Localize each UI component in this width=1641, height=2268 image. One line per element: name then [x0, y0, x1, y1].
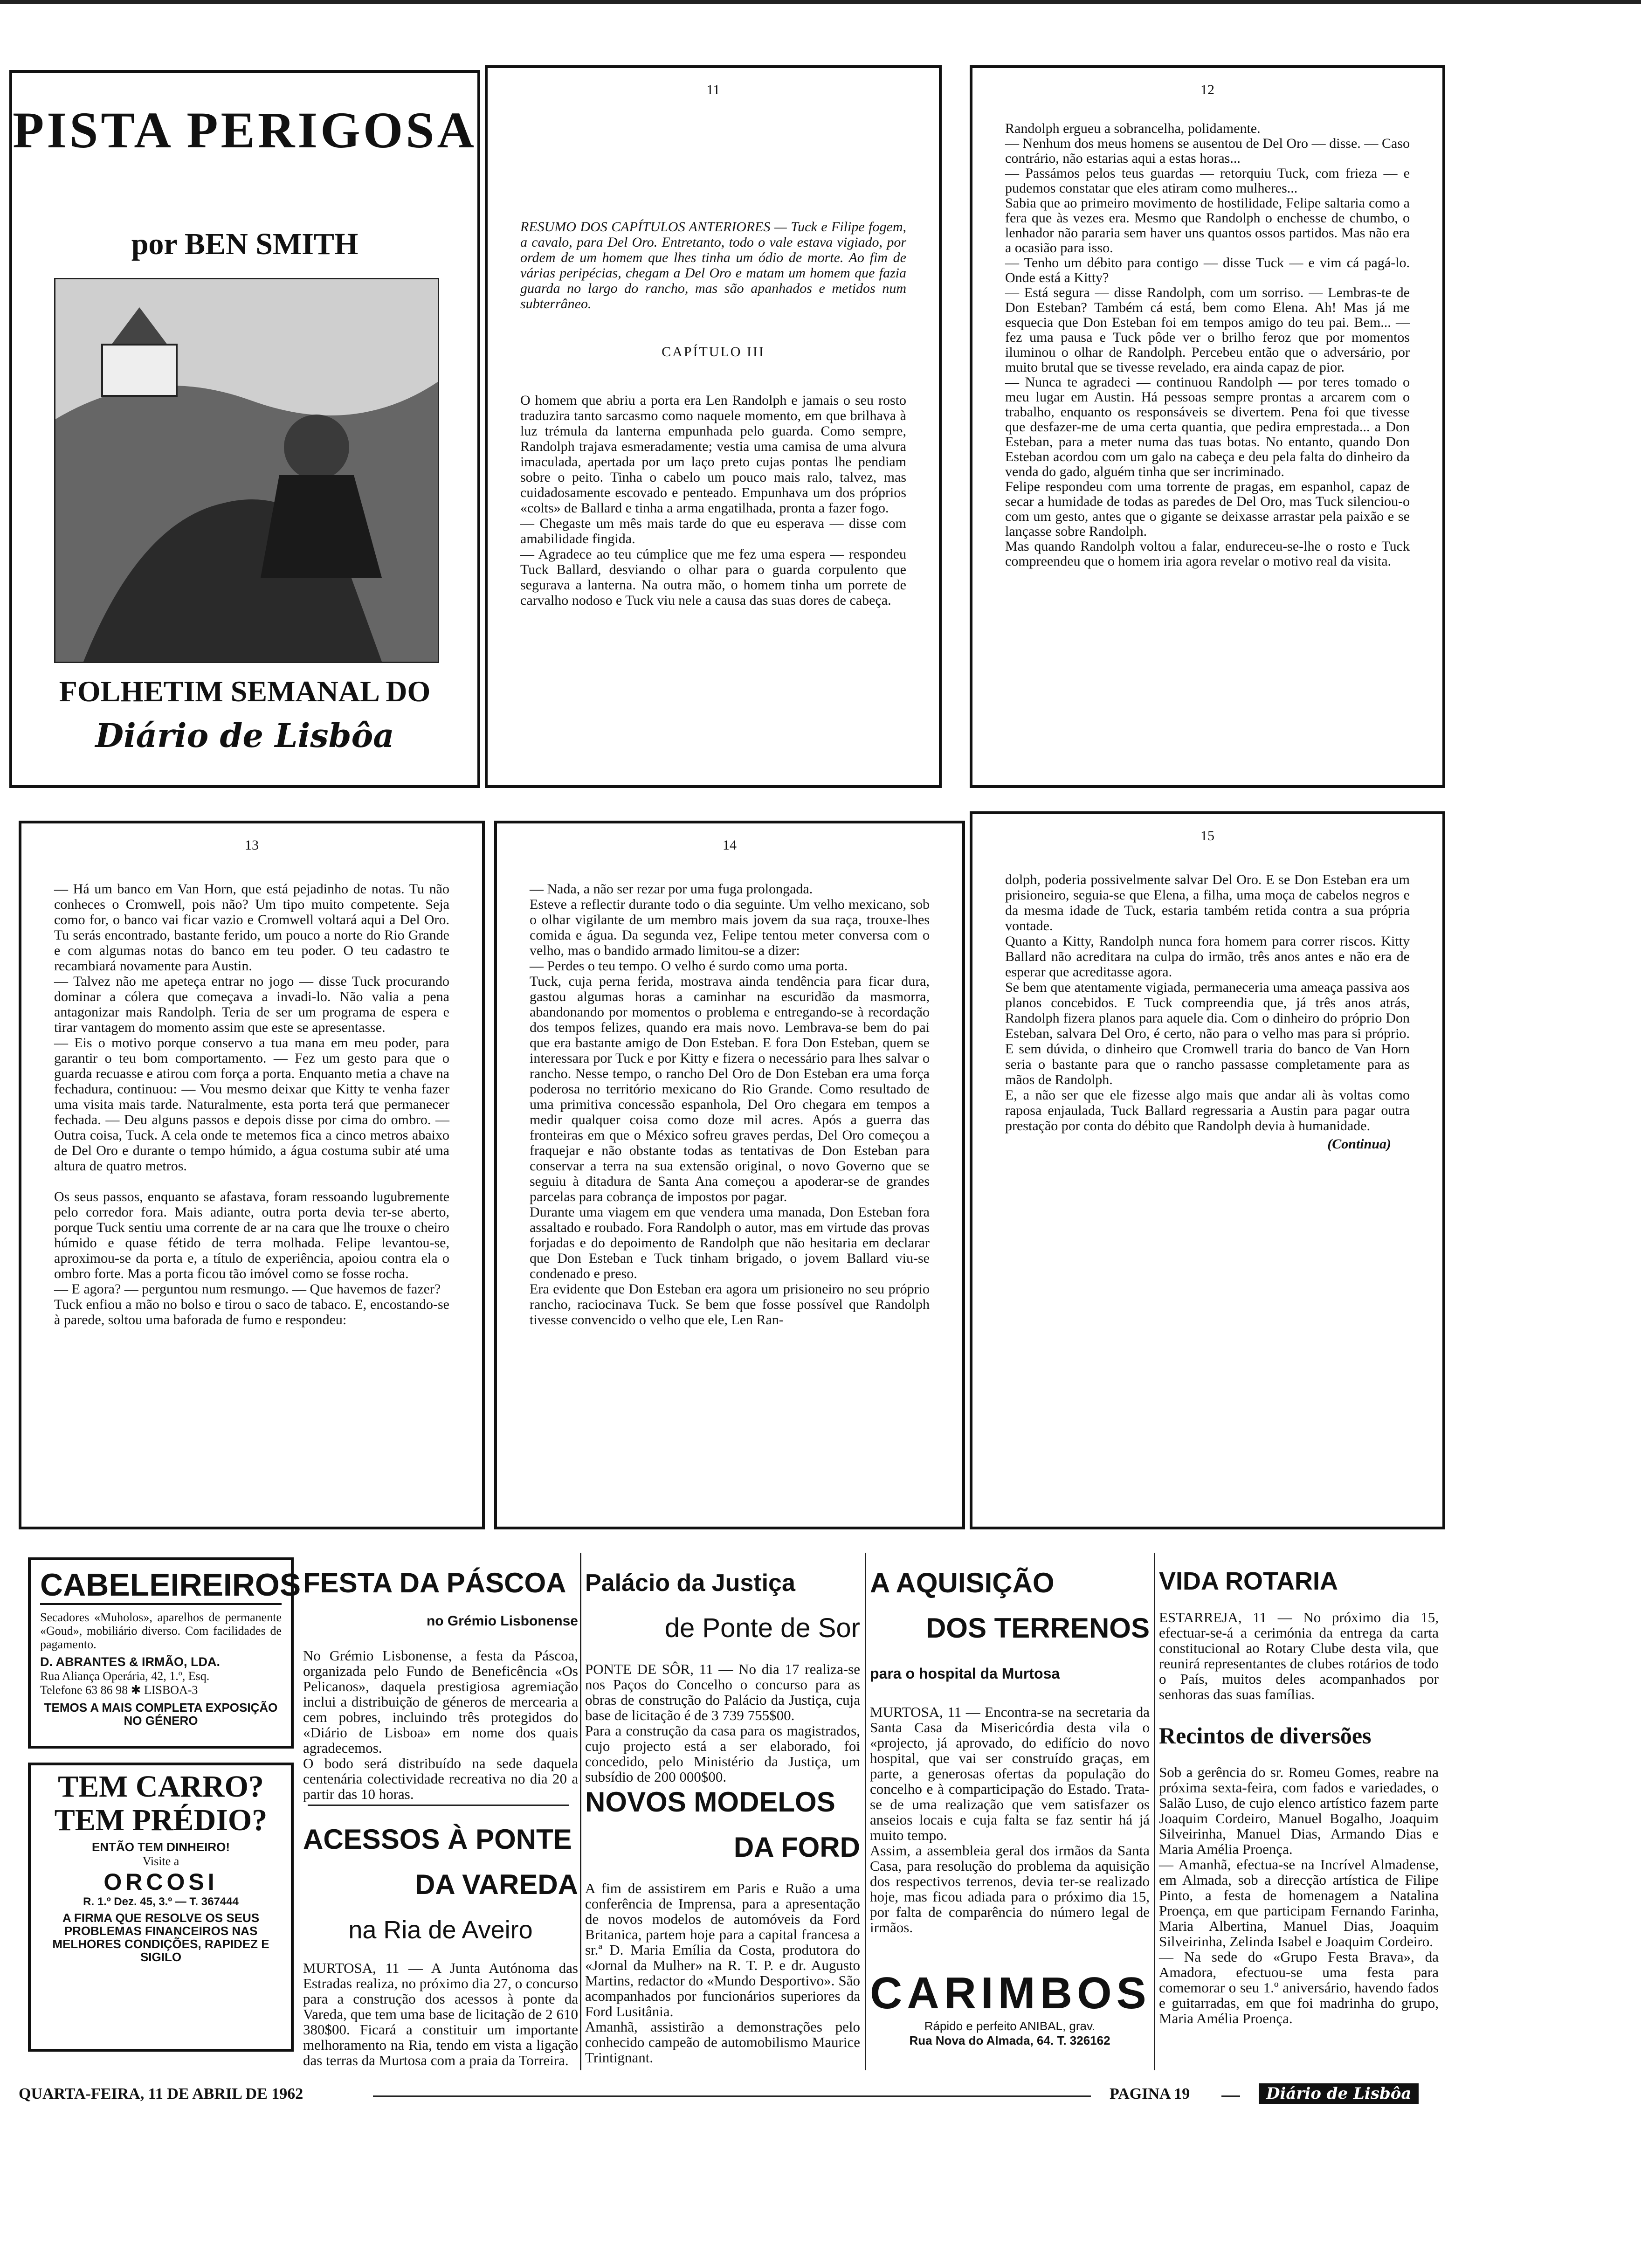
- ad-orcosi-address: R. 1.º Dez. 45, 3.º — T. 367444: [83, 1895, 239, 1908]
- news-rotaria: [1159, 1553, 1439, 1717]
- news-palacio: [585, 1553, 860, 1800]
- cover-masthead: Diário de Lisbôa: [95, 716, 394, 755]
- news-palacio-title: Palácio da Justiça: [585, 1570, 795, 1597]
- news-aquisicao-title1: A AQUISIÇÃO: [870, 1567, 1055, 1598]
- ad-orcosi-line2: Visite a: [142, 1854, 179, 1868]
- ad-cabeleireiros-title: CABELEIREIROS: [40, 1567, 282, 1605]
- page-footer: [19, 2085, 1455, 2113]
- ad-cabeleireiros-tagline: TEMOS A MAIS COMPLETA EXPOSIÇÃO NO GÉNERO: [44, 1701, 278, 1728]
- divider-line: [308, 1805, 569, 1806]
- page-12-text: Randolph ergueu a sobrancelha, polidamente. — Nenhum dos meus homens se ausentou de Del Oro — disse. — Caso contrário, não estarias aqui a estas horas... — Passámos pelos teus guardas — retorquiu Tuck, com frieza — e pudemos constatar que eles atiram como mulheres... Sabia que ao primeiro movimento de hostilidade, Felipe saltaria como a fera que às vezes era. Mesmo que Randolph o enchesse de chumbo, o lenhador não pararia sem haver uns quantos ossos partidos. Mas não era a ocasião para isso. — Tenho um débito para contigo — disse Tuck — e vim cá pagá-lo. Onde está a Kitty? — Está segura — disse Randolph, com um sorriso. — Lembras-te de Don Esteban? Também cá está, bem como Elena. Ah! Mas já me esquecia que Don Esteban foi em tempos amigo do teu pai. Bem... — fez uma pausa e Tuck pôde ver o brilho feroz que por momentos iluminou o olhar de Randolph. Percebeu então que o adversário, por muito brutal que se tivesse revelado, era ainda capaz de pior. — Nunca te agradeci — continuou Randolph — por teres tomado o meu lugar em Austin. Há pessoas sempre prontas a arcarem com o trabalho, enquanto os responsáveis se divertem. Pena foi que tivesse que desfazer-me de uma certa quantia, que pedira emprestada... a Don Esteban, para a meter numa das tuas botas. No entanto, quando Don Esteban acordou com um galo na cabeça e deu pela falta do dinheiro da venda do gado, alguém tinha que ser incriminado. Felipe respondeu com uma torrente de pragas, em espanhol, capaz de secar a humidade de todas as paredes de Del Oro, mas Tuck silenciou-o com um gesto, antes que o gigante se deixasse arrastar pela paixão e se lançasse sobre Randolph. Mas quando Randolph voltou a falar, endureceu-se-lhe o rosto e Tuck compreendeu que o homem iria agora revelar o motivo real da visita.: [1005, 121, 1410, 569]
- page-12-panel: [970, 65, 1445, 788]
- ad-orcosi-body: A FIRMA QUE RESOLVE OS SEUS PROBLEMAS FINANCEIROS NAS MELHORES CONDIÇÕES, RAPIDEZ E SIGILO: [52, 1911, 269, 1964]
- page-11-panel: [485, 65, 942, 788]
- news-aquisicao-sub: para o hospital da Murtosa: [870, 1665, 1060, 1682]
- news-acessos-title1: ACESSOS À PONTE: [303, 1824, 572, 1855]
- news-recintos-text: Sob a gerência do sr. Romeu Gomes, reabre na próxima sexta-feira, com fados e variedades, o Salão Luso, de cujo elenco artístico fazem parte Joaquim Cordeiro, Manuel Bogalho, Joaquim Silveirinha, Manuel Dias, Armando Dias e Maria Amélia Proença. — Amanhã, efectua-se na Incrível Almadense, em Almada, sob a direcção artística de Filipe Pinto, a festa de homenagem a Natalina Proença, em que participam Fernando Farinha, Maria Albertina, Manuel Dias, Joaquim Silveirinha, Zelinda Isabel e Joaquim Cordeiro. — Na sede do «Grupo Festa Brava», da Amadora, efectuou-se uma festa para comemorar o seu 1.º aniversário, havendo fados e guitarradas, em que foi madrinha do grupo, Maria Amélia Proença.: [1159, 1764, 1439, 2026]
- page-13-text: — Há um banco em Van Horn, que está pejadinho de notas. Tu não conheces o Cromwell, pois não? Um tipo muito competente. Seja como for, o banco vai ficar vazio e Cromwell voltará aqui a Del Oro. Tu serás encontrado, bastante ferido, um pouco a norte do Rio Grande e com algumas notas do banco em teu poder. O teu cadastro te recambiará novamente para Austin. — Talvez não me apeteça entrar no jogo — disse Tuck procurando dominar a cólera que começava a invadi-lo. Não valia a pena antagonizar mais Randolph. Teria de ser um programa de espera e tirar vantagem do momento assim que este se apresentasse. — Eis o motivo porque conservo a tua mana em meu poder, para garantir o teu bom comportamento. — Fez um gesto para que o guarda recuasse e atirou com força a porta. Enquanto metia a chave na fechadura, continuou: — Vou mesmo deixar que Kitty te venha fazer uma visita mais tarde. Naturalmente, esta porta terá que permanecer fechada. — Deu alguns passos e depois disse por cima do ombro. — Outra coisa, Tuck. A cela onde te metemos fica a cinco metros abaixo de Del Oro e durante o tempo húmido, a água costuma subir até uma altura de quatro metros. Os seus passos, enquanto se afastava, foram ressoando lugubremente pelo corredor fora. Mais adiante, outra porta devia ter-se aberto, porque Tuck sentiu uma corrente de ar na cara que lhe trouxe o cheiro húmido e quase fétido de terra molhada. Felipe levantou-se, aproximou-se da porta e, a título de experiência, apoiou contra ela o ombro forte. Mas a porta ficou tão imóvel como se fosse rocha. — E agora? — perguntou num resmungo. — Que havemos de fazer? Tuck enfiou a mão no bolso e tirou o saco de tabaco. E, encostando-se à parede, soltou uma baforada de fumo e respondeu:: [54, 881, 449, 1328]
- ad-carimbos-title: CARIMBOS: [870, 1968, 1151, 2018]
- continua-label: (Continua): [1327, 1136, 1391, 1152]
- ad-cabeleireiros-phone: Telefone 63 86 98: [40, 1683, 128, 1697]
- news-acessos: [303, 1809, 578, 2083]
- ad-orcosi-line1: ENTÃO TEM DINHEIRO!: [91, 1840, 230, 1854]
- footer-masthead: Diário de Lisbôa: [1259, 2083, 1419, 2104]
- news-acessos-title2: DA VAREDA: [414, 1869, 578, 1900]
- news-palacio-sub: de Ponte de Sor: [664, 1613, 860, 1643]
- column-rule: [1154, 1553, 1155, 2070]
- news-pascoa-title: FESTA DA PÁSCOA: [303, 1567, 566, 1598]
- ad-cabeleireiros: [28, 1557, 301, 1749]
- ad-cabeleireiros-company: D. ABRANTES & IRMÃO, LDA.: [40, 1655, 220, 1669]
- news-ford: [585, 1772, 860, 2081]
- ad-orcosi-title1: TEM CARRO?: [58, 1770, 264, 1804]
- news-aquisicao-text: MURTOSA, 11 — Encontra-se na secretaria da Santa Casa da Misericórdia desta vila o «projecto, já aprovado, do edifício do novo hospital, que vai ser construído graças, em parte, a generosas ofertas da população do concelho e à comparticipação do Estado. Trata-se de uma realização que vem satisfazer os anseios locais e cuja falta se faz sentir há já muito tempo. Assim, a assembleia geral dos irmãos da Santa Casa, para resolução do problema da aquisição dos respectivos terrenos, devia ter-se realizado hoje, mas ficou adiada para o próximo dia 15, por falta de comparência do número legal de irmãos.: [870, 1704, 1150, 1936]
- ad-cabeleireiros-body: Secadores «Muholos», aparelhos de permanente «Goud», mobiliário diverso. Com facilidades de pagamento.: [40, 1611, 282, 1651]
- ad-orcosi: [28, 1763, 294, 2052]
- column-rule: [865, 1553, 866, 2070]
- news-ford-text: A fim de assistirem em Paris e Ruão a uma conferência de Imprensa, para a apresentação de novos modelos de automóveis da Ford Britanica, partem hoje para a capital francesa a sr.ª D. Maria Emília da Costa, produtora do «Jornal da Mulher» na R. T. P. e dr. Augusto Martins, redactor do «Mundo Desportivo». São acompanhados por funcionários superiores da Ford Lusitânia. Amanhã, assistirão a demonstrações pelo conhecido campeão de automobilismo Maurice Trintignant.: [585, 1880, 860, 2066]
- footer-rule-left: [373, 2095, 1091, 2097]
- page-15-text: dolph, poderia possivelmente salvar Del Oro. E se Don Esteban era um prisioneiro, seguia-se que Elena, a filha, uma moça de cabelos negros e da mesma idade de Tuck, estaria também retida contra a sua própria vontade. Quanto a Kitty, Randolph nunca fora homem para correr riscos. Kitty Ballard não acreditara na culpa do irmão, três anos antes e não era de esperar que acreditasse agora. Se bem que atentamente vigiada, permaneceria uma ameaça passiva aos planos concebidos. E Tuck compreendia que, já três anos atrás, Randolph fizera planos para aquele dia. Com o dinheiro do próprio Don Esteban, salvara Del Oro, é certo, não para o velho mas para si próprio. E sem dúvida, o dinheiro que Cromwell traria do banco de Van Horn seria o bastante para que o rancho passasse completamente para as mãos de Randolph. E, a não ser que ele fizesse algo mais que andar ali às voltas como raposa enjaulada, Tuck Ballard regressaria a Austin para pagar outra prestação por conta do débito que Randolph devia à humanidade.: [1005, 872, 1410, 1134]
- ad-orcosi-brand: ORCOSI: [103, 1869, 218, 1895]
- news-palacio-text: PONTE DE SÔR, 11 — No dia 17 realiza-se nos Paços do Concelho o concurso para as obras de construção do Palácio da Justiça, cuja base de licitação é de 3 739 755$00. Para a construção da casa para os magistrados, cujo projecto está a ser elaborado, foi concedido, pelo Ministério da Justiça, um subsídio de 200 000$00.: [585, 1661, 860, 1785]
- star-icon: ✱: [131, 1683, 141, 1697]
- resumo-text: RESUMO DOS CAPÍTULOS ANTERIORES — Tuck e Filipe fogem, a cavalo, para Del Oro. Entretanto, todo o vale estava vigiado, por ordem de um homem que lhes tinha um ódio de morte. Ao fim de várias peripécias, chegam a Del Oro e matam um homem que fazia guarda no largo do rancho, mas são apanhados e metidos num subterrâneo.: [520, 219, 906, 311]
- news-ford-title2: DA FORD: [733, 1832, 860, 1863]
- news-acessos-text: MURTOSA, 11 — A Junta Autónoma das Estradas realiza, no próximo dia 27, o concurso para a construção dos acessos à ponte da Vareda, que tem uma base de licitação de 2 610 380$00. Ficará a constituir um importante melhoramento na Ria, tendo em vista a ligação das terras da Murtosa com a praia da Torreira.: [303, 1960, 578, 2068]
- news-recintos: [1159, 1707, 1439, 2041]
- news-ford-title1: NOVOS MODELOS: [585, 1786, 835, 1818]
- ad-carimbos: [870, 1968, 1150, 2066]
- ad-orcosi-title2: TEM PRÉDIO?: [54, 1803, 268, 1837]
- cover-panel: [9, 70, 480, 788]
- news-pascoa: [303, 1553, 578, 1817]
- top-rule: [0, 0, 1641, 4]
- ad-cabeleireiros-address: Rua Aliança Operária, 42, 1.º, Esq.: [40, 1669, 210, 1683]
- ad-cabeleireiros-contact: [40, 1683, 282, 1697]
- news-aquisicao: [870, 1553, 1150, 1950]
- page-14-panel: [494, 821, 965, 1529]
- news-recintos-title: Recintos de diversões: [1159, 1722, 1372, 1749]
- news-acessos-sub: na Ria de Aveiro: [348, 1916, 533, 1944]
- news-aquisicao-title2: DOS TERRENOS: [925, 1612, 1150, 1644]
- page-number: 11: [706, 82, 720, 97]
- cover-footer-line: FOLHETIM SEMANAL DO: [59, 675, 431, 708]
- footer-page: PAGINA 19: [1110, 2085, 1190, 2102]
- page-14-text: — Nada, a não ser rezar por uma fuga prolongada. Esteve a reflectir durante todo o dia seguinte. Um velho mexicano, sob o olhar vigilante de um membro mais jovem da sua raça, trouxe-lhes comida e água. Da segunda vez, Felipe tentou meter conversa com o velho, mas o bandido armado limitou-se a dizer: — Perdes o teu tempo. O velho é surdo como uma porta. Tuck, cuja perna ferida, mostrava ainda tendência para ficar dura, gastou algumas horas a caminhar na escuridão da masmorra, abandonando por momentos o problema e entregando-se à recordação dos tempos felizes, quando era mais novo. Lembrava-se bem do pai que era bastante amigo de Don Esteban. E fora Don Esteban, quem se interessara por Tuck e por Kitty e fizera o necessário para lhes salvar o rancho. Nesse tempo, o rancho Del Oro de Don Esteban era uma força poderosa no território mexicano do Rio Grande. Como resultado de uma primitiva concessão espanhola, Del Oro chegara em tempos a medir qualquer coisa como doze mil acres. Após a guerra das fronteiras em que o México sofreu graves perdas, Del Oro começou a fraquejar e não obstante todas as tentativas de Don Esteban para conservar a terra na sua extensão original, o novo Governo que se seguiu à ditadura de Santa Ana começou a apoderar-se de grandes parcelas para cobrança de impostos por pagar. Durante uma viagem em que vendera uma manada, Don Esteban fora assaltado e roubado. Fora Randolph o autor, mas em virtude das provas forjadas e do depoimento de Randolph que não hesitaria em declarar que Don Esteban e Tuck tinham brigado, o jovem Ballard viu-se condenado e preso. Era evidente que Don Esteban era agora um prisioneiro no seu próprio rancho, raciocinava Tuck. Se bem que fosse possível que Randolph tivesse convencido o velho que ele, Len Ran-: [530, 881, 930, 1328]
- news-pascoa-text: No Grémio Lisbonense, a festa da Páscoa, organizada pelo Fundo de Beneficência «Os Pelicanos», daquela prestigiosa agremiação inclui a distribuição de géneros de mercearia a cem pobres, incluindo três protegidos do «Diário de Lisboa» em nome dos quais agradecemos. O bodo será distribuído na sede daquela centenária colectividade recreativa no dia 20 a partir das 10 horas.: [303, 1647, 578, 1802]
- ad-carimbos-address: Rua Nova do Almada, 64. T. 326162: [909, 2033, 1110, 2047]
- page-number: 12: [1200, 82, 1214, 97]
- news-rotaria-text: ESTARREJA, 11 — No próximo dia 15, efectuar-se-á a cerimónia da entrega da carta constitucional ao Rotary Clube desta vila, que reunirá representantes de clubes rotários de todo o País, muitos deles acompanhados por senhoras das suas famílias.: [1159, 1609, 1439, 1702]
- page-11-text: O homem que abriu a porta era Len Randolph e jamais o seu rosto traduzira tanto sarcasmo como naquele momento, em que brilhava à luz trémula da lanterna empunhada pelo guarda. Como sempre, Randolph trajava esmeradamente; vestia uma camisa de uma alvura imaculada, apertada por um laço preto cujas pontas lhe pendiam sobre o peito. Tinha o cabelo um pouco mais ralo, talvez, mas cuidadosamente escovado e penteado. Empunhava um dos próprios «colts» de Ballard e tinha a arma engatilhada, pronta a fazer fogo. — Chegaste um mês mais tarde do que eu esperava — disse com amabilidade fingida. — Agradece ao teu cúmplice que me fez uma espera — respondeu Tuck Ballard, desviando o olhar para o guarda corpulento que segurava a lanterna. Na outra mão, o homem tinha um porrete de carvalho nodoso e Tuck viu nele a causa das suas dores de cabeça.: [520, 393, 906, 608]
- footer-rule-right: [1221, 2095, 1240, 2097]
- page-number: 14: [723, 837, 737, 853]
- page-number: 15: [1200, 828, 1214, 844]
- page-number: 13: [245, 837, 259, 853]
- page-13-panel: [19, 821, 485, 1529]
- page-15-panel: [970, 811, 1445, 1529]
- chapter-heading: CAPÍTULO III: [662, 344, 765, 360]
- cover-illustration: [54, 278, 439, 663]
- news-rotaria-title: VIDA ROTARIA: [1159, 1567, 1338, 1595]
- ad-carimbos-line: Rápido e perfeito ANIBAL, grav.: [924, 2019, 1096, 2033]
- column-rule: [580, 1553, 581, 2070]
- cover-title: PISTA PERIGOSA: [13, 102, 477, 159]
- news-pascoa-sub: no Grémio Lisbonense: [426, 1613, 578, 1629]
- footer-date: QUARTA-FEIRA, 11 DE ABRIL DE 1962: [19, 2085, 303, 2102]
- cover-author: por BEN SMITH: [131, 227, 359, 261]
- cover-illustration-art: [55, 279, 438, 662]
- ad-cabeleireiros-city: LISBOA-3: [144, 1683, 198, 1697]
